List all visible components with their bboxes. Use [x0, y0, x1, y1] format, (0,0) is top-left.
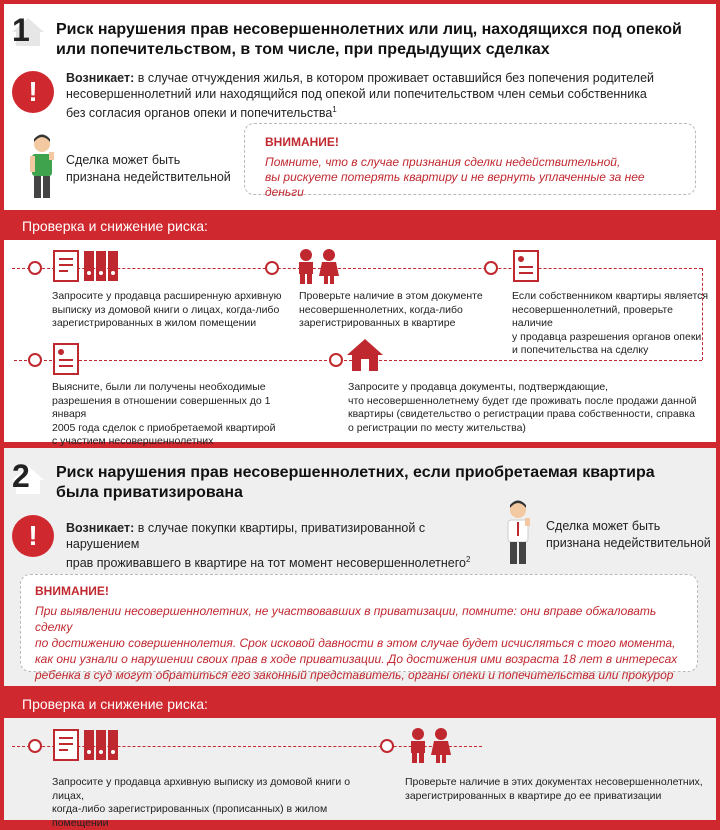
section2-check-header: Проверка и снижение риска: — [22, 696, 208, 712]
section1-title: Риск нарушения прав несовершеннолетних или лиц, находящихся под опекой или попечительством, в том числе, при предыдущих сделках — [56, 21, 682, 58]
worried-man-icon — [24, 134, 60, 200]
exclamation-icon: ! — [12, 515, 54, 557]
document-icon — [52, 249, 80, 283]
s1-step-3-text: Если собственником квартиры является несовершеннолетний, проверьте наличие у продавца разрешения органов опеки и попечительства на сделку — [512, 290, 709, 356]
document-icon — [52, 728, 80, 762]
section2-consequence: Сделка может быть признана недействительной — [546, 519, 711, 550]
section1-warning-box — [244, 123, 696, 199]
step-node — [28, 353, 42, 367]
section1-check-header: Проверка и снижение риска: — [22, 218, 208, 234]
exclamation-icon: ! — [12, 71, 54, 113]
section2-title: Риск нарушения прав несовершеннолетних, если приобретаемая квартира была приватизирована — [56, 464, 655, 501]
worried-man-icon — [500, 500, 536, 566]
step-node — [28, 739, 42, 753]
folders-icon — [82, 249, 122, 283]
warning-text: Помните, что в случае признания сделки недействительной, вы рискуете потерять квартиру и не вернуть уплаченные за нее деньги — [265, 155, 645, 199]
warning-title: ВНИМАНИЕ! — [265, 135, 339, 149]
document-icon — [512, 249, 540, 283]
warning-title: ВНИМАНИЕ! — [35, 584, 109, 598]
step-node — [265, 261, 279, 275]
step-node — [28, 261, 42, 275]
document-icon — [52, 342, 80, 376]
s1-step-4-text: Выясните, были ли получены необходимые разрешения в отношении совершенных до 1 января 2005 года сделок с приобретаемой квартирой с участием несовершеннолетних — [52, 381, 276, 447]
step-node — [484, 261, 498, 275]
children-icon — [405, 727, 455, 763]
section2-number: 2 — [12, 458, 30, 494]
section2-warning-box — [20, 574, 698, 682]
s1-step-2-text: Проверьте наличие в этом документе несовершеннолетних, когда-либо зарегистрированных в квартире — [299, 290, 483, 329]
folders-icon — [82, 728, 122, 762]
step-node — [380, 739, 394, 753]
step-node — [329, 353, 343, 367]
s1-step-5-text: Запросите у продавца документы, подтверждающие, что несовершеннолетнему будет где проживать после продажи данной квартиры (свидетельство о регистрации права собственности, справка о регистрации по месту жительства) — [348, 381, 697, 434]
s1-step-1-text: Запросите у продавца расширенную архивную выписку из домовой книги о лицах, когда-либо зарегистрированных в жилом помещении — [52, 290, 282, 329]
section2-arises-text: Возникает: в случае покупки квартиры, приватизированной с нарушением прав проживавшего в квартире на тот момент несовершеннолетнего$^2$ — [66, 521, 471, 571]
children-icon — [293, 248, 343, 284]
section1-number: 1 — [12, 12, 30, 48]
section1-arises-text: Возникает: в случае отчуждения жилья, в котором проживает оставшийся без попечения родителей несовершеннолетний или находящийся под опекой или попечительством член семьи собственника без согласия органов опеки и попечительства$^1$ — [66, 71, 655, 121]
section1-consequence: Сделка может быть признана недействительной — [66, 153, 231, 184]
house-red-icon — [345, 337, 385, 373]
warning-text: При выявлении несовершеннолетних, не участвовавших в приватизации, помните: они вправе обжаловать сделку по достижению совершеннолетия. Срок исковой давности в этом случае будет исчисляться с того момента, как они узнали о нарушении своих прав в ходе приватизации. До достижения ими возраста 18 лет в интересах ребенка в суд могут обратиться его законный представитель, органы опеки и попечительства или прокурор — [35, 604, 678, 682]
s2-step-2-text: Проверьте наличие в этих документах несовершеннолетних, зарегистрированных в квартире до ее приватизации — [405, 776, 703, 802]
s2-step-1-text: Запросите у продавца архивную выписку из домовой книги о лицах, когда-либо зарегистрированных (прописанных) в жилом помещении — [52, 776, 351, 829]
